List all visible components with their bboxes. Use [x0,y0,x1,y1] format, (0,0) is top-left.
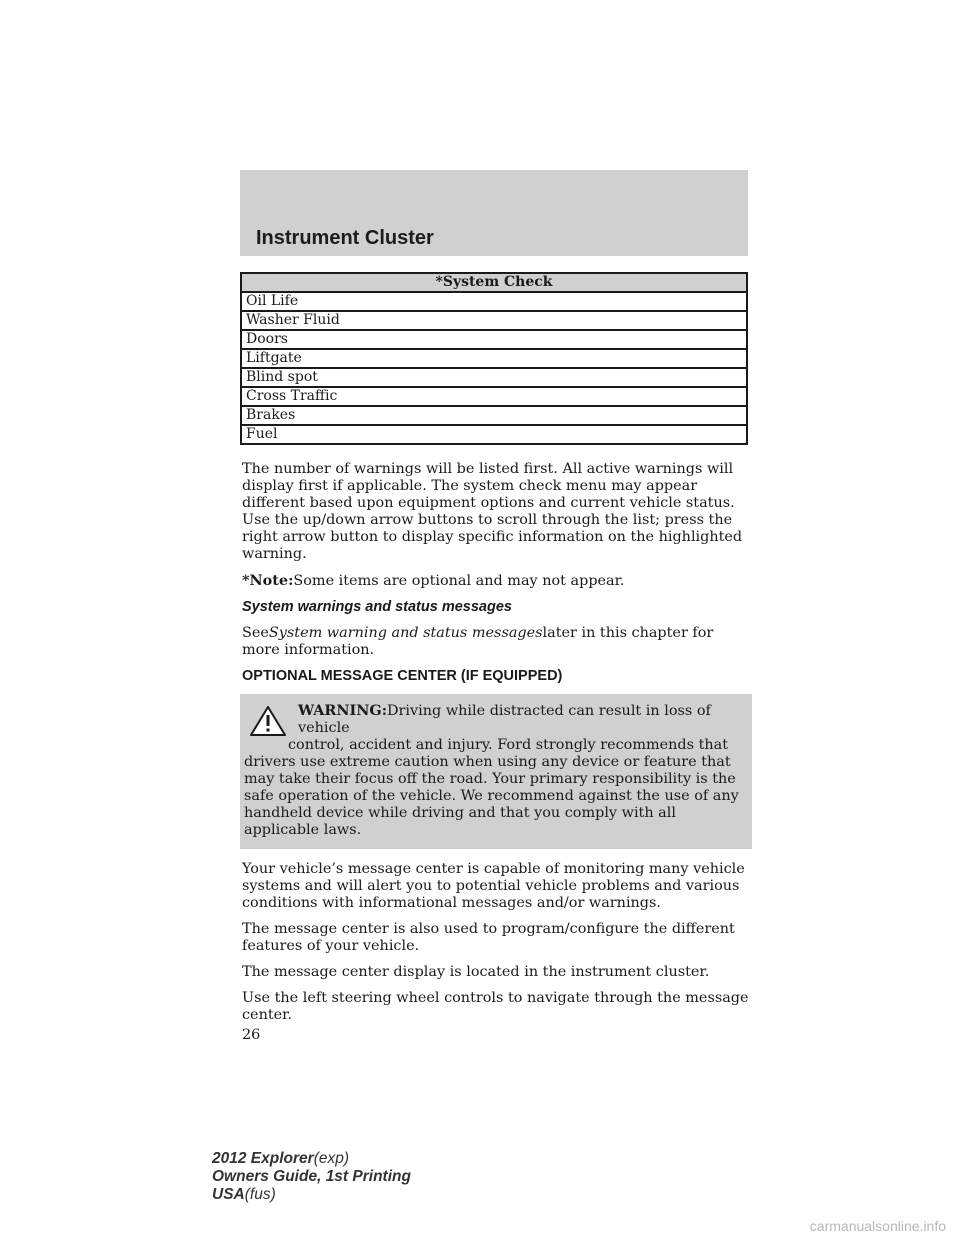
table-row: Liftgate [241,349,747,368]
chapter-title: Instrument Cluster [256,227,434,249]
paragraph-warnings: The number of warnings will be listed first. All active warnings will display first if applicable. The system check menu may appear different based upon equipment options and current vehicle status. Use the up/down arrow buttons to scroll through the list; press the right arrow button to display specific information on the highlighted warning. [242,461,743,562]
warning-line-2: control, accident and injury. Ford strongly recommends that [288,737,729,753]
warning-triangle-icon [250,706,286,736]
chapter-header-band [240,170,748,256]
footer-market: USA [212,1186,245,1203]
subhead-system-warnings: System warnings and status messages [242,599,512,615]
note-label: *Note: [242,572,294,589]
footer-printing: Owners Guide, 1st Printing [212,1168,411,1185]
footer-market-code: (fus) [244,1186,276,1203]
paragraph-monitoring: Your vehicle’s message center is capable of monitoring many vehicle systems and will alert you to potential vehicle problems and various conditions with informational messages and/or warnings. [242,861,745,911]
table-row: Oil Life [241,292,747,311]
footer-model-code: (exp) [313,1150,350,1167]
section-heading: OPTIONAL MESSAGE CENTER (IF EQUIPPED) [242,668,563,684]
warning-first-line [244,702,746,737]
system-check-table [240,272,748,445]
warning-box [240,694,752,849]
note [242,572,750,590]
table-header: *System Check [241,273,747,292]
see-prefix: See [242,625,269,641]
table-row: Washer Fluid [241,311,747,330]
footer-line-3 [212,1186,411,1204]
table-row: Cross Traffic [241,387,747,406]
warning-label: WARNING: [298,702,388,719]
footer-line-2 [212,1168,411,1186]
body-content [242,461,750,1053]
footer-line-1 [212,1150,411,1168]
see-reference [242,625,750,659]
footer-model: 2012 Explorer [212,1150,314,1167]
table-row: Fuel [241,425,747,444]
table-row: Brakes [241,406,747,425]
warning-rest: drivers use extreme caution when using any device or feature that may take their focus off the road. Your primary responsibility is the safe operation of the vehicle. We recommend against the use of any handheld device while driving and that you comply with all applicable laws. [244,754,739,838]
watermark: carmanualsonline.info [809,1218,946,1234]
table-row: Blind spot [241,368,747,387]
page-number: 26 [242,1027,261,1043]
see-suffix: later in this chapter for more information. [242,625,714,658]
paragraph-display-location: The message center display is located in the instrument cluster. [242,964,710,980]
table-row: Doors [241,330,747,349]
note-text: Some items are optional and may not appear. [293,573,625,589]
paragraph-configure: The message center is also used to program/configure the different features of your vehicle. [242,921,735,954]
paragraph-navigate: Use the left steering wheel controls to navigate through the message center. [242,990,749,1023]
warning-line-1: Driving while distracted can result in loss of vehicle [298,703,711,736]
footer-info [212,1150,411,1204]
see-link: System warning and status messages [268,625,543,641]
